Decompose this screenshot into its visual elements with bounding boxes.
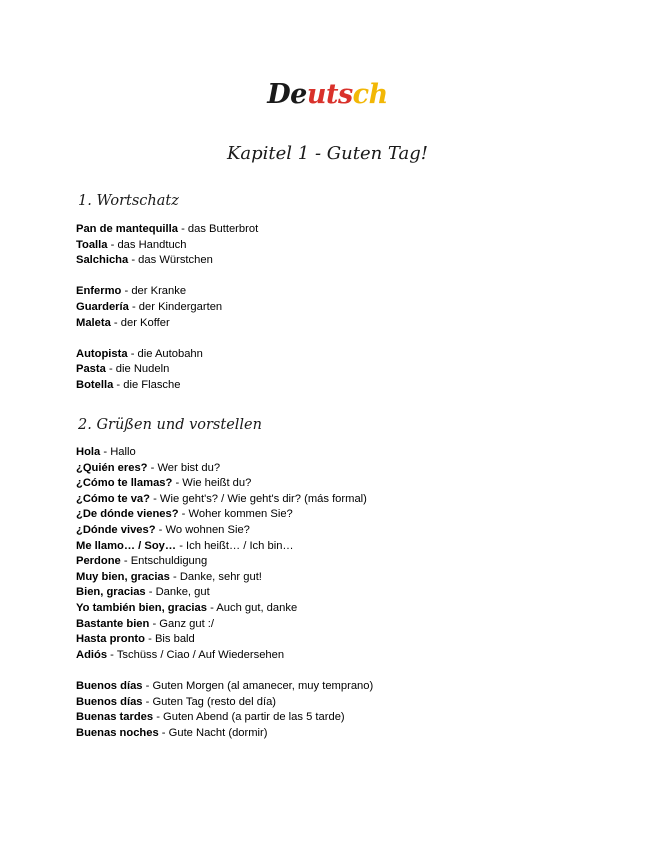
spanish-term: ¿Quién eres? xyxy=(76,461,148,474)
spanish-term: Perdone xyxy=(76,555,121,568)
spanish-term: Bien, gracias xyxy=(76,586,146,599)
vocab-entry xyxy=(76,476,636,492)
german-translation: - Danke, gut xyxy=(145,586,210,599)
german-translation: - Guten Morgen (al amanecer, muy temprano) xyxy=(142,679,374,692)
spanish-term: ¿Cómo te llamas? xyxy=(76,477,173,490)
german-translation: - die Autobahn xyxy=(127,347,203,360)
german-translation: - Gute Nacht (dormir) xyxy=(158,726,268,739)
spanish-term: Buenos días xyxy=(76,695,143,708)
spanish-term: Pan de mantequilla xyxy=(76,223,178,235)
spanish-term: ¿De dónde vienes? xyxy=(76,508,179,521)
title-letter: e xyxy=(290,79,307,110)
vocab-entry xyxy=(76,632,636,648)
vocab-entry xyxy=(76,695,636,711)
vocab-entry xyxy=(76,601,636,617)
spanish-term: Buenas noches xyxy=(76,726,159,739)
spanish-term: Salchicha xyxy=(76,254,129,267)
section-heading-gruessen: 2. Grüßen und vorstellen xyxy=(78,417,262,433)
spanish-term: Adiós xyxy=(76,648,108,661)
vocab-entry xyxy=(76,347,636,363)
title-letter: s xyxy=(337,79,353,110)
vocab-entry xyxy=(76,284,636,300)
german-translation: - Guten Abend (a partir de las 5 tarde) xyxy=(153,711,345,724)
vocab-entry xyxy=(76,445,636,461)
vocab-entry xyxy=(76,492,636,508)
spanish-term: Pasta xyxy=(76,363,106,376)
vocab-entry xyxy=(76,648,636,664)
group-spacer xyxy=(76,663,636,679)
vocabulary-list xyxy=(76,222,636,394)
spanish-term: Maleta xyxy=(76,316,111,329)
vocab-entry xyxy=(76,617,636,633)
vocab-entry xyxy=(76,507,636,523)
title-letter: h xyxy=(368,79,388,110)
spanish-term: Muy bien, gracias xyxy=(76,570,170,583)
vocab-entry xyxy=(76,238,636,254)
spanish-term: Autopista xyxy=(76,347,128,360)
spanish-term: Buenos días xyxy=(76,679,143,692)
vocab-entry xyxy=(76,523,636,539)
title-letter: u xyxy=(306,79,326,110)
german-translation: - Auch gut, danke xyxy=(206,601,298,614)
german-translation: - der Kranke xyxy=(121,285,187,298)
title-letter: t xyxy=(325,79,338,110)
vocab-entry xyxy=(76,300,636,316)
spanish-term: Guardería xyxy=(76,300,129,313)
spanish-term: Buenas tardes xyxy=(76,711,154,724)
german-translation: - Tschüss / Ciao / Auf Wiedersehen xyxy=(107,648,285,661)
spanish-term: Toalla xyxy=(76,238,108,251)
vocab-entry xyxy=(76,679,636,695)
spanish-term: Hasta pronto xyxy=(76,633,145,646)
vocab-entry xyxy=(76,539,636,555)
german-translation: - Guten Tag (resto del día) xyxy=(142,695,277,708)
vocab-entry xyxy=(76,554,636,570)
german-translation: - Hallo xyxy=(100,446,136,458)
german-translation: - die Flasche xyxy=(113,378,181,391)
group-spacer xyxy=(76,269,636,285)
vocab-entry xyxy=(76,570,636,586)
german-translation: - Bis bald xyxy=(145,633,195,646)
title-letter: c xyxy=(352,79,369,110)
german-translation: - das Butterbrot xyxy=(177,223,259,235)
vocab-entry xyxy=(76,378,636,394)
german-translation: - Wie geht's? / Wie geht's dir? (más formal) xyxy=(149,492,367,505)
german-translation: - das Handtuch xyxy=(107,238,187,251)
spanish-term: Enfermo xyxy=(76,285,122,298)
vocab-entry xyxy=(76,585,636,601)
german-translation: - Entschuldigung xyxy=(120,555,208,568)
spanish-term: ¿Dónde vives? xyxy=(76,523,156,536)
german-translation: - Wo wohnen Sie? xyxy=(155,523,250,536)
german-translation: - Ganz gut :/ xyxy=(149,617,215,630)
group-spacer xyxy=(76,331,636,347)
vocab-entry xyxy=(76,726,636,742)
vocab-entry xyxy=(76,253,636,269)
spanish-term: Me llamo… / Soy… xyxy=(76,539,177,552)
german-translation: - Danke, sehr gut! xyxy=(169,570,262,583)
german-translation: - Wie heißt du? xyxy=(172,477,252,490)
german-translation: - das Würstchen xyxy=(128,254,213,267)
spanish-term: Botella xyxy=(76,378,114,391)
german-translation: - Woher kommen Sie? xyxy=(178,508,293,521)
german-translation: - Ich heißt… / Ich bin… xyxy=(176,539,294,552)
vocab-entry xyxy=(76,222,636,238)
title-letter: D xyxy=(267,79,291,110)
greetings-list xyxy=(76,445,636,741)
german-translation: - der Koffer xyxy=(110,316,170,329)
vocab-entry xyxy=(76,710,636,726)
spanish-term: Bastante bien xyxy=(76,617,150,630)
vocab-entry xyxy=(76,316,636,332)
german-translation: - Wer bist du? xyxy=(147,461,221,474)
document-title xyxy=(0,78,655,112)
spanish-term: Hola xyxy=(76,446,101,458)
spanish-term: ¿Cómo te va? xyxy=(76,492,150,505)
german-translation: - die Nudeln xyxy=(105,363,170,376)
vocab-entry xyxy=(76,362,636,378)
section-heading-wortschatz: 1. Wortschatz xyxy=(78,193,179,209)
spanish-term: Yo también bien, gracias xyxy=(76,601,207,614)
vocab-entry xyxy=(76,461,636,477)
german-translation: - der Kindergarten xyxy=(128,300,223,313)
chapter-title: Kapitel 1 - Guten Tag! xyxy=(226,143,429,164)
